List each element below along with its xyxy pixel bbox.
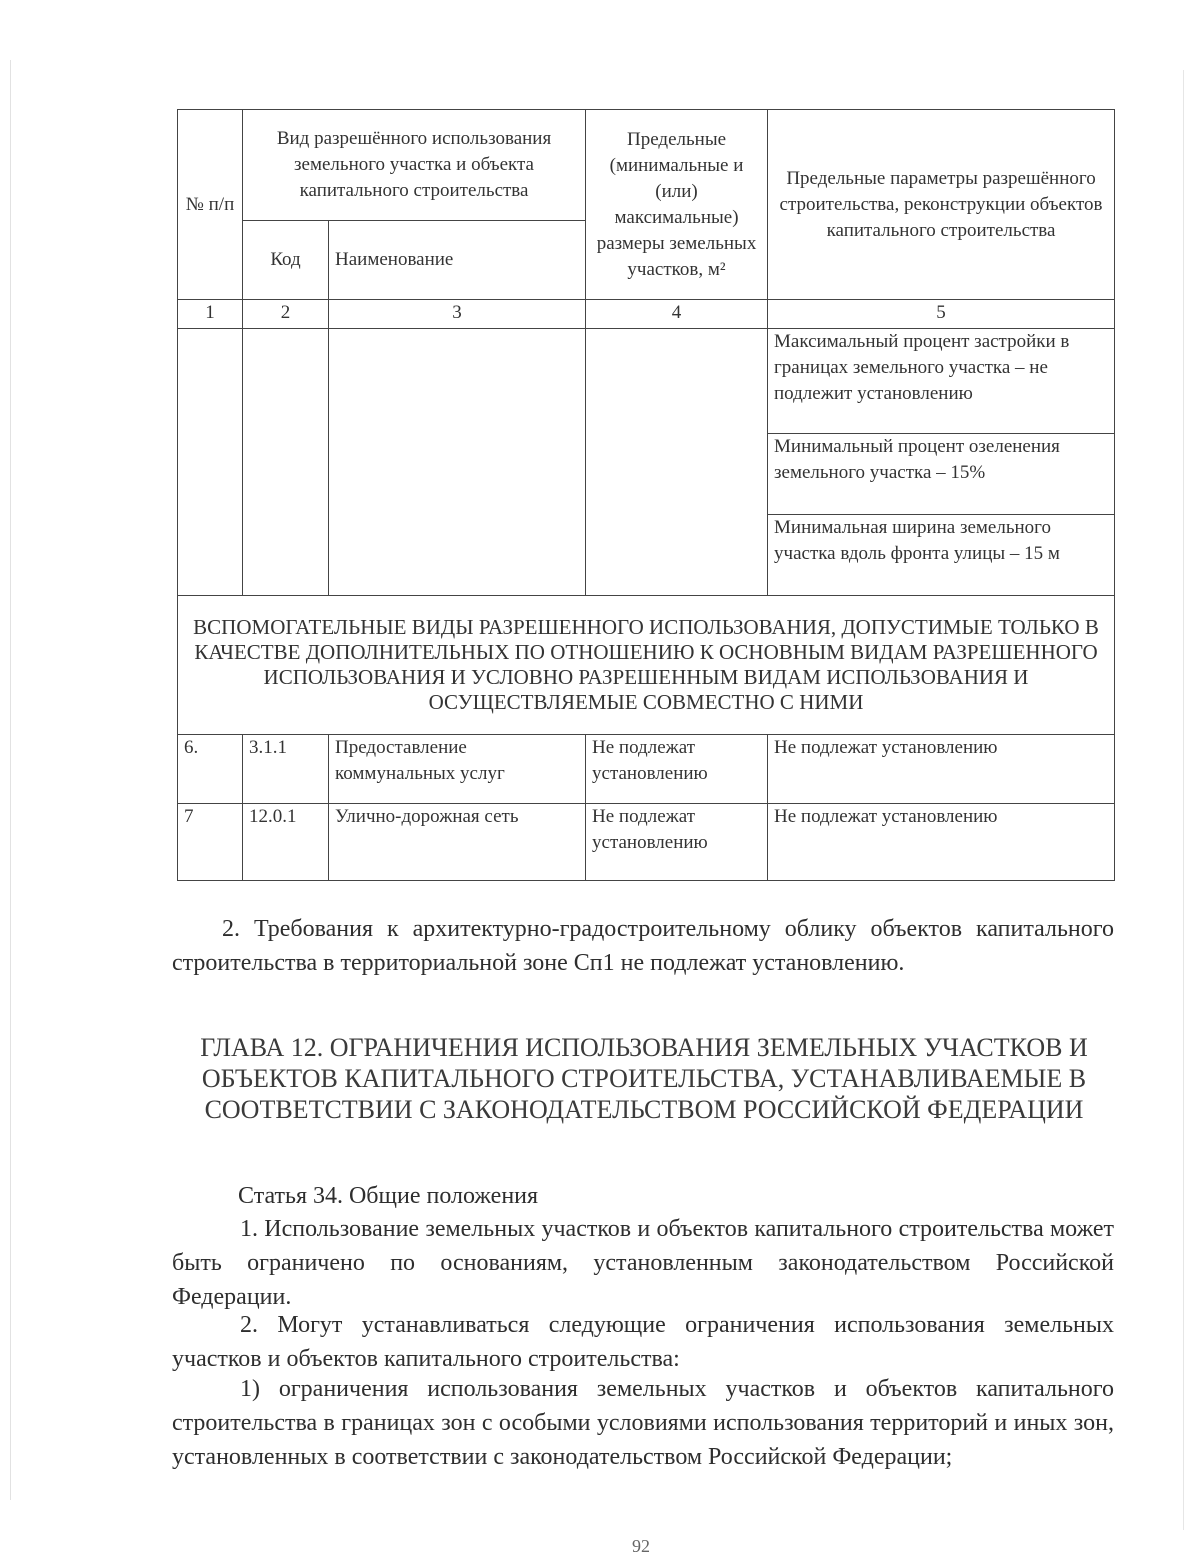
column-number: 4 — [586, 300, 768, 329]
continued-row — [178, 329, 1115, 434]
column-number: 1 — [178, 300, 243, 329]
scan-edge-left — [10, 60, 11, 1500]
header-sizes: Предельные (минимальные и (или) максимальные) размеры земельных участков, м² — [586, 110, 768, 300]
param-cell: Минимальная ширина земельного участка вдоль фронта улицы – 15 м — [768, 515, 1115, 596]
header-params: Предельные параметры разрешённого строительства, реконструкции объектов капитального строительства — [768, 110, 1115, 300]
page-number: 92 — [632, 1536, 650, 1556]
param-cell: Минимальный процент озеленения земельного участка – 15% — [768, 434, 1115, 515]
aux-heading-row — [178, 596, 1115, 735]
column-number: 2 — [243, 300, 329, 329]
row-name: Предоставление коммунальных услуг — [329, 735, 586, 804]
header-col-no: № п/п — [178, 110, 243, 300]
empty-cell — [243, 329, 329, 596]
article-item: 1. Использование земельных участков и объектов капитального строительства может быть ограничено по основаниям, установленным законодательством Российской Федерации. — [172, 1216, 1114, 1310]
column-number: 3 — [329, 300, 586, 329]
row-params: Не подлежат установлению — [768, 804, 1115, 881]
empty-cell — [329, 329, 586, 596]
row-code: 12.0.1 — [243, 804, 329, 881]
table-row — [178, 804, 1115, 881]
scan-edge-right — [1183, 70, 1184, 1530]
paragraph-2: 2. Требования к архитектурно-градостроительному облику объектов капитального строительства в территориальной зоне Сп1 не подлежат установлению. — [172, 916, 1114, 976]
row-params: Не подлежат установлению — [768, 735, 1115, 804]
row-no: 7 — [178, 804, 243, 881]
article-item: 2. Могут устанавливаться следующие ограничения использования земельных участков и объектов капитального строительства: — [172, 1312, 1114, 1372]
row-sizes: Не подлежат установлению — [586, 735, 768, 804]
article-title: Статья 34. Общие положения — [238, 1183, 539, 1209]
row-code: 3.1.1 — [243, 735, 329, 804]
article-item: 1) ограничения использования земельных участков и объектов капитального строительства в границах зон с особыми условиями использования территорий и иных зон, установленных в соответствии с законодательством Российской Федерации; — [172, 1376, 1114, 1470]
chapter-title: ГЛАВА 12. ОГРАНИЧЕНИЯ ИСПОЛЬЗОВАНИЯ ЗЕМЕЛЬНЫХ УЧАСТКОВ И ОБЪЕКТОВ КАПИТАЛЬНОГО СТРОИТЕЛЬСТВА, УСТАНАВЛИВАЕМЫЕ В СООТВЕТСТВИИ С ЗАКОНОДАТЕЛЬСТВОМ РОССИЙСКОЙ ФЕДЕРАЦИИ — [200, 1033, 1088, 1124]
row-name: Улично-дорожная сеть — [329, 804, 586, 881]
zoning-table — [177, 109, 1115, 881]
row-sizes: Не подлежат установлению — [586, 804, 768, 881]
empty-cell — [178, 329, 243, 596]
aux-heading: ВСПОМОГАТЕЛЬНЫЕ ВИДЫ РАЗРЕШЕННОГО ИСПОЛЬЗОВАНИЯ, ДОПУСТИМЫЕ ТОЛЬКО В КАЧЕСТВЕ ДОПОЛНИТЕЛЬНЫХ ПО ОТНОШЕНИЮ К ОСНОВНЫМ ВИДАМ РАЗРЕШЕННОГО ИСПОЛЬЗОВАНИЯ И УСЛОВНО РАЗРЕШЕННЫМ ВИДАМ ИСПОЛЬЗОВАНИЯ И ОСУЩЕСТВЛЯЕМЫЕ СОВМЕСТНО С НИМИ — [178, 596, 1115, 735]
row-no: 6. — [178, 735, 243, 804]
header-name: Наименование — [329, 221, 586, 300]
header-code: Код — [243, 221, 329, 300]
param-cell: Максимальный процент застройки в границах земельного участка – не подлежит установлению — [768, 329, 1115, 434]
column-number-row — [178, 300, 1115, 329]
table-row — [178, 735, 1115, 804]
empty-cell — [586, 329, 768, 596]
column-number: 5 — [768, 300, 1115, 329]
table-header-row — [178, 110, 1115, 221]
header-group: Вид разрешённого использования земельного участка и объекта капитального строительства — [243, 110, 586, 221]
